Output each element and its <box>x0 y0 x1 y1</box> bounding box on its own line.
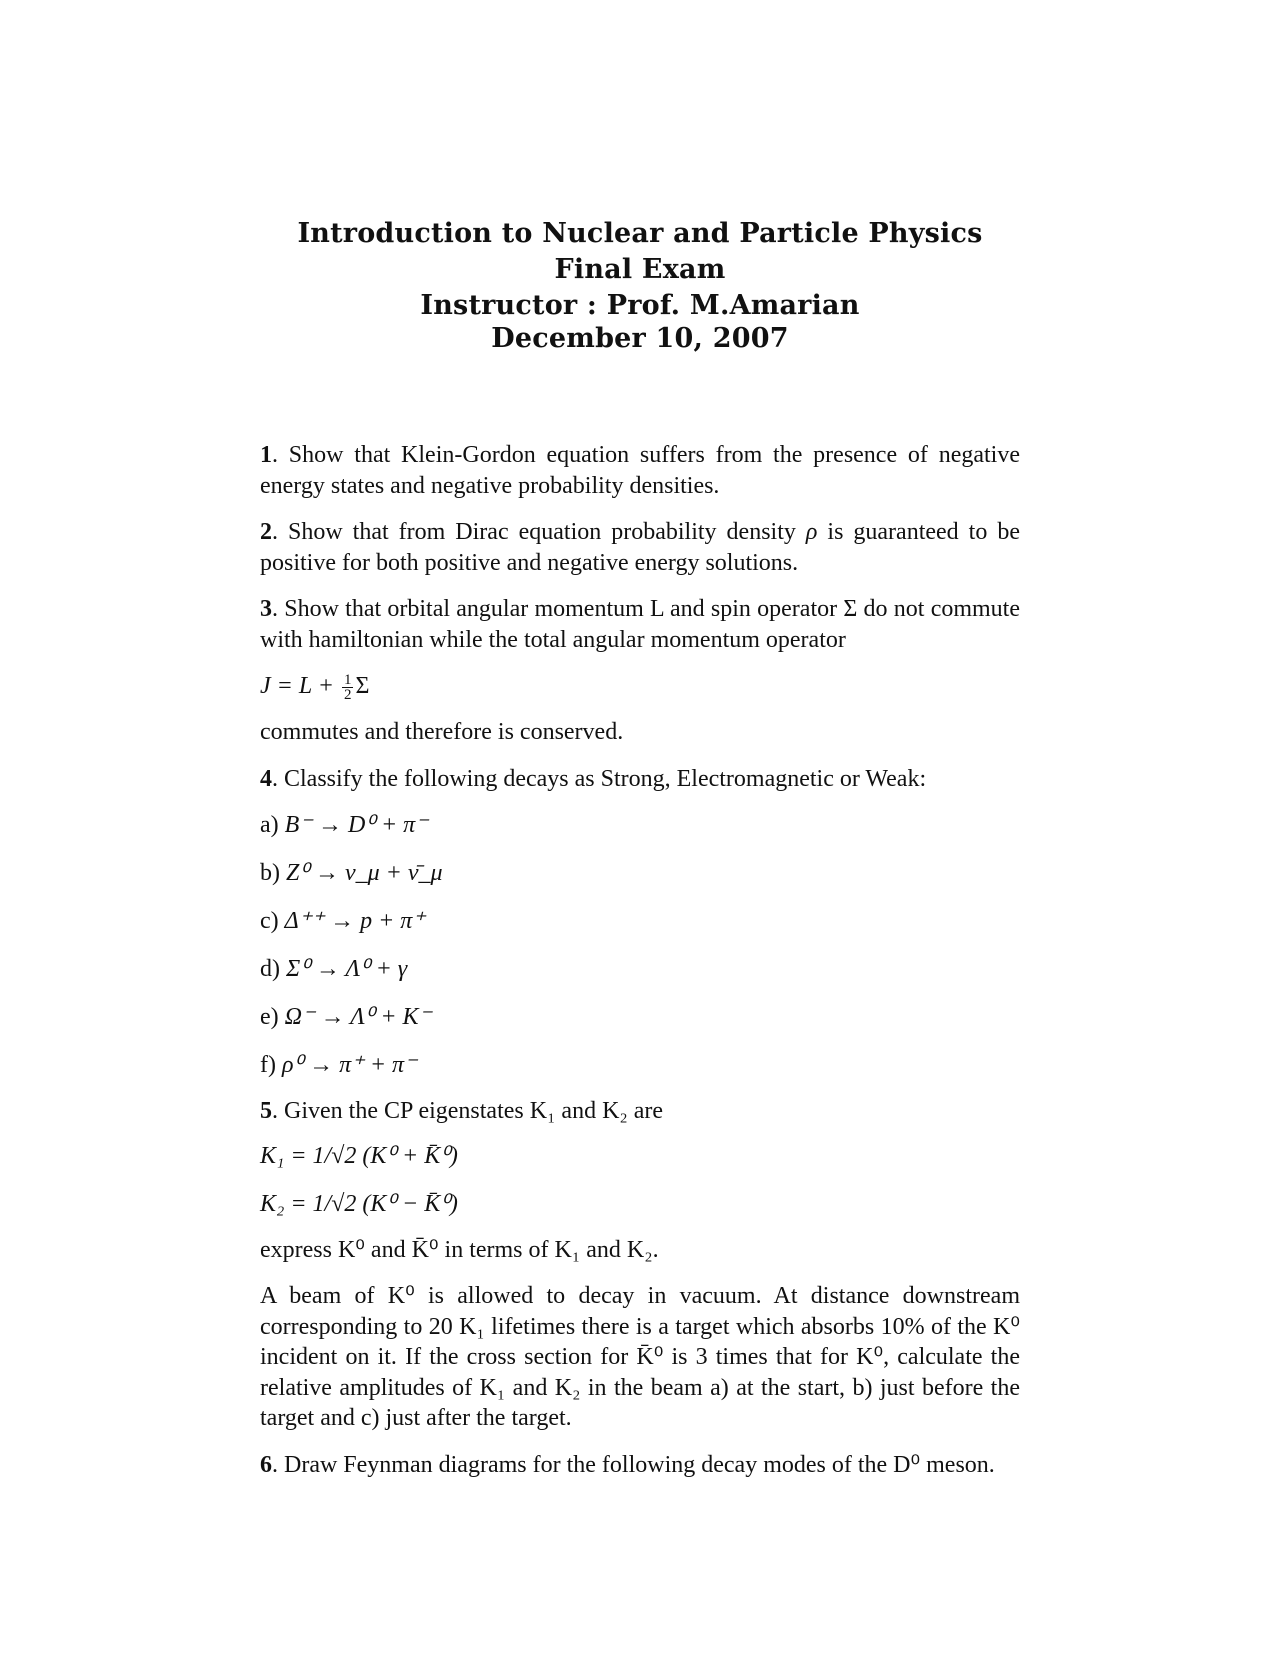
problem-text: . Given the CP eigenstates K₁ and K₂ are <box>272 1098 664 1124</box>
problem-text: . Show that from Dirac equation probability density <box>272 519 806 545</box>
problem-number: 2 <box>260 519 272 545</box>
problem-text: . Show that orbital angular momentum L and spin operator Σ do not commute with hamiltonian while the total angular momentum operator <box>260 596 1020 653</box>
decay-item-f: f) ρ⁰ → π⁺ + π⁻ <box>260 1052 417 1078</box>
problem-text: . Show that Klein-Gordon equation suffers from the presence of negative energy states and negative probability densities. <box>260 442 1020 499</box>
course-title: Introduction to Nuclear and Particle Physics <box>297 218 983 249</box>
exam-header <box>0 216 1280 354</box>
fraction: $\frac{1}{2}$ <box>343 671 352 703</box>
equation-rhs: Σ <box>355 673 370 699</box>
decay-item-b: b) Z⁰ → ν_μ + ν̄_μ <box>260 860 443 886</box>
k2-equation: K₂ = 1/√2 (K⁰ − K̄⁰) <box>260 1190 458 1217</box>
instructor-line: Instructor : Prof. M.Amarian <box>420 290 860 321</box>
problem-3-conclusion: commutes and therefore is conserved. <box>260 719 624 745</box>
problem-5 <box>260 1096 1020 1127</box>
problem-number: 3 <box>260 596 272 622</box>
problem-text: . Draw Feynman diagrams for the following decay modes of the D⁰ meson. <box>272 1451 995 1478</box>
problem-2 <box>260 517 1020 578</box>
decay-item-a: a) B⁻ → D⁰ + π⁻ <box>260 812 428 838</box>
rho-symbol: ρ <box>805 519 818 545</box>
problem-1 <box>260 440 1020 501</box>
problem-text-continued: is guaranteed to be positive for both positive and negative energy solutions. <box>260 519 1020 576</box>
k1-equation: K₁ = 1/√2 (K⁰ + K̄⁰) <box>260 1142 458 1169</box>
problem-3 <box>260 594 1020 655</box>
decay-item-e: e) Ω⁻ → Λ⁰ + K⁻ <box>260 1004 432 1030</box>
express-instruction: express K⁰ and K̄⁰ in terms of K₁ and K₂. <box>260 1236 659 1263</box>
problem-6 <box>260 1450 1020 1481</box>
exam-title: Final Exam <box>554 254 726 285</box>
problem-number: 1 <box>260 442 272 468</box>
decay-item-d: d) Σ⁰ → Λ⁰ + γ <box>260 956 408 982</box>
problem-number: 6 <box>260 1451 272 1478</box>
problem-number: 5 <box>260 1098 272 1124</box>
equation-lhs: J = L + <box>260 673 340 699</box>
problem-text: . Classify the following decays as Strong, Electromagnetic or Weak: <box>272 765 927 792</box>
decay-item-c: c) Δ⁺⁺ → p + π⁺ <box>260 908 425 934</box>
problem-4 <box>260 764 1020 795</box>
problem-number: 4 <box>260 765 272 792</box>
exam-body <box>260 440 1020 1496</box>
beam-paragraph: A beam of K⁰ is allowed to decay in vacuum. At distance downstream corresponding to 20 K₁ lifetimes there is a target which absorbs 10% of the K⁰ incident on it. If the cross section for K̄⁰ is 3 times that for K⁰, calculate the relative amplitudes of K₁ and K₂ in the beam a) at the start, b) just before the target and c) just after the target. <box>260 1283 1020 1431</box>
angular-momentum-equation <box>260 669 1020 703</box>
exam-date: December 10, 2007 <box>491 323 789 354</box>
